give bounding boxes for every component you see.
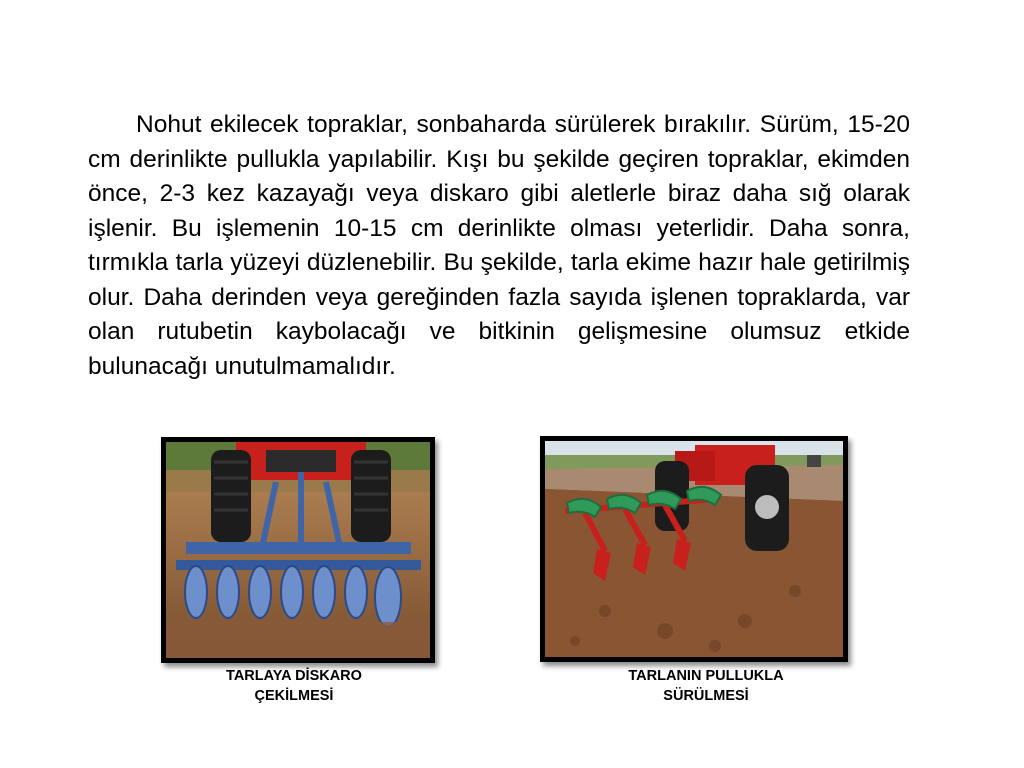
caption-disk-harrow [194, 666, 394, 706]
body-paragraph: Nohut ekilecek topraklar, sonbaharda sürülerek bırakılır. Sürüm, 15-20 cm derinlikte pullukla yapılabilir. Kışı bu şekilde geçiren topraklar, ekimden önce, 2-3 kez kazayağı veya diskaro gibi aletlerle biraz daha sığ olarak işlenir. Bu işlemenin 10-15 cm derinlikte olması yeterlidir. Daha sonra, tırmıkla tarla yüzeyi düzlenebilir. Bu şekilde, tarla ekime hazır hale getirilmiş olur. Daha derinden veya gereğinden fazla sayıda işlenen topraklarda, var olan rutubetin kaybolacağı ve bitkinin gelişmesine olumsuz etkide bulunacağı unutulmamalıdır. [88, 111, 910, 380]
disk-harrow-illustration [166, 442, 430, 658]
caption-plowing [596, 666, 816, 706]
caption-line: ÇEKİLMESİ [254, 688, 334, 704]
plowing-photo [540, 436, 848, 662]
caption-line: TARLAYA DİSKARO [226, 668, 362, 684]
plowing-illustration [545, 441, 843, 657]
disk-harrow-photo [161, 437, 435, 663]
caption-line: SÜRÜLMESİ [663, 688, 749, 704]
caption-line: TARLANIN PULLUKLA [628, 668, 784, 684]
